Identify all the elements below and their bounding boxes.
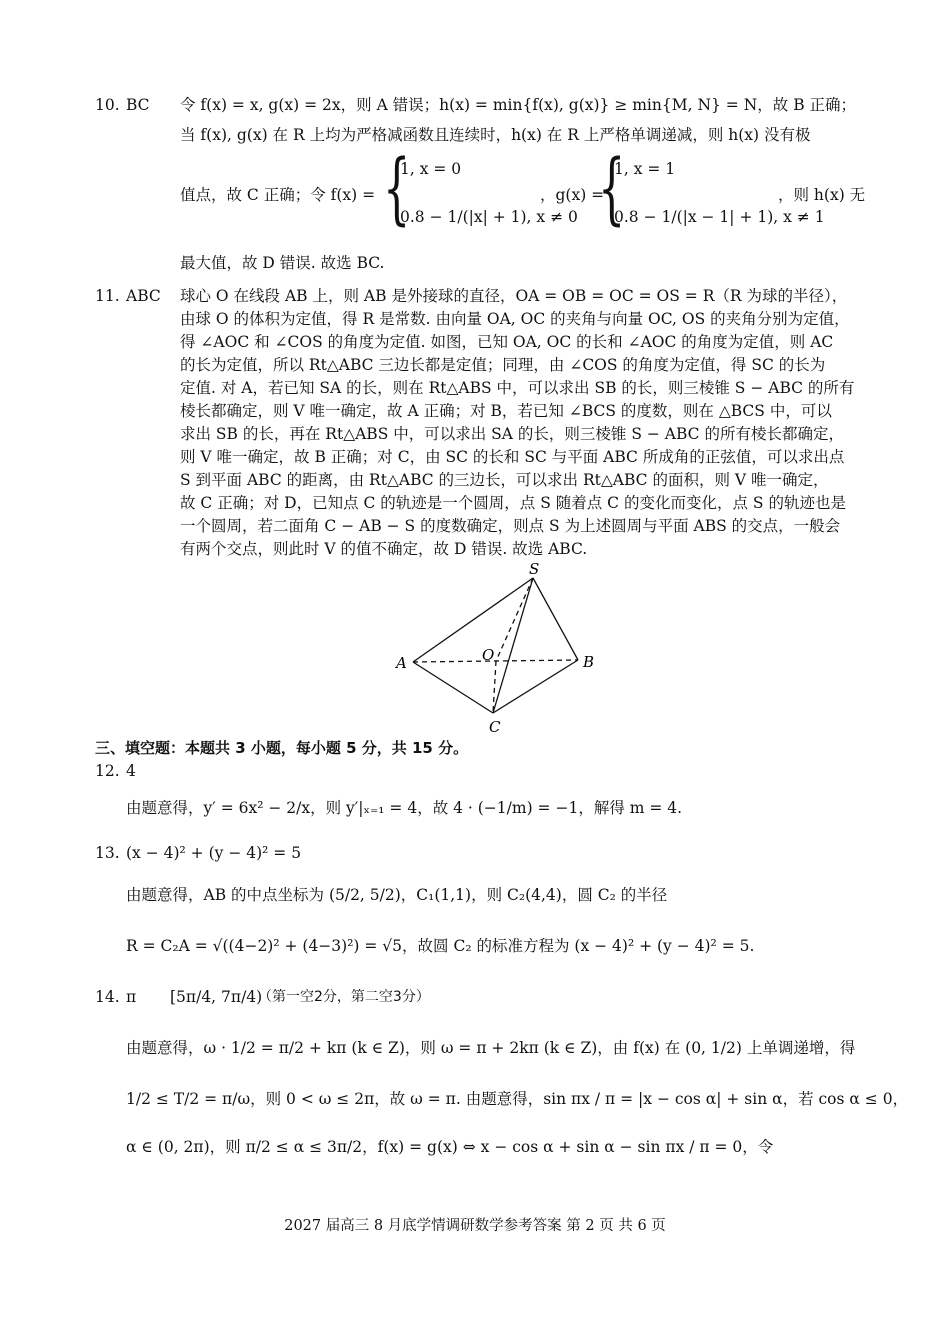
g-piecewise-brace: { <box>598 144 626 234</box>
q10-line-2: 当 f(x), g(x) 在 R 上均为严格减函数且连续时，h(x) 在 R 上严格单调递减，则 h(x) 没有极 <box>180 126 811 144</box>
q11-line: S 到平面 ABC 的距离，由 Rt△ABC 的三边长，可以求出 Rt△ABC 的面积，则 V 唯一确定， <box>180 471 829 489</box>
vertex-label-b: B <box>583 653 595 671</box>
q13-number: 13. <box>95 844 120 862</box>
q10-line-3-mid: ，g(x) = <box>540 186 605 204</box>
q14-number: 14. <box>95 988 120 1006</box>
q14-answer-1: π <box>126 988 137 1006</box>
q14-line-2: 1/2 ≤ T/2 = π/ω，则 0 < ω ≤ 2π，故 ω = π. 由题意得，sin πx / π = |x − cos α| + sin α，若 cos α ≤ 0， <box>126 1090 909 1108</box>
edge-sc <box>493 578 533 713</box>
vertex-label-s: S <box>529 560 540 578</box>
vertex-label-a: A <box>396 654 407 672</box>
q13-line-1: 由题意得，AB 的中点坐标为 (5/2, 5/2)，C₁(1,1)，则 C₂(4,4)，圆 C₂ 的半径 <box>126 886 668 904</box>
q11-line: 故 C 正确；对 D，已知点 C 的轨迹是一个圆周，点 S 随着点 C 的变化而变化，点 S 的轨迹也是 <box>180 494 846 512</box>
q11-line: 棱长都确定，则 V 唯一确定，故 A 正确；对 B，若已知 ∠BCS 的度数，则在 △BCS 中，可以 <box>180 402 832 420</box>
q14-line-3: α ∈ (0, 2π)，则 π/2 ≤ α ≤ 3π/2，f(x) = g(x) ⇔ x − cos α + sin α − sin πx / π = 0，令 <box>126 1138 774 1156</box>
q11-number: 11. <box>95 287 120 305</box>
f-piecewise-brace: { <box>383 144 411 234</box>
q11-line: 的长为定值，所以 Rt△ABC 三边长都是定值；同理，由 ∠COS 的角度为定值，得 SC 的长为 <box>180 356 826 374</box>
f-case-1: 1, x = 0 <box>400 160 462 178</box>
q12-line-1: 由题意得，y′ = 6x² − 2/x，则 y′|ₓ₌₁ = 4，故 4 · (−1/m) = −1，解得 m = 4. <box>126 799 683 817</box>
f-case-2: 0.8 − 1/(|x| + 1), x ≠ 0 <box>400 208 578 226</box>
q11-line: 有两个交点，则此时 V 的值不确定，故 D 错误. 故选 ABC. <box>180 540 588 558</box>
q10-answer: BC <box>126 96 150 114</box>
edge-sa <box>413 578 533 662</box>
q14-score-note: （第一空2分，第二空3分） <box>258 989 430 1005</box>
g-case-1: 1, x = 1 <box>614 160 676 178</box>
q11-line: 由球 O 的体积为定值，得 R 是常数. 由向量 OA, OC 的夹角与向量 OC, OS 的夹角分别为定值， <box>180 310 850 328</box>
q13-line-2: R = C₂A = √((4−2)² + (4−3)²) = √5，故圆 C₂ 的标准方程为 (x − 4)² + (y − 4)² = 5. <box>126 937 755 955</box>
q12-number: 12. <box>95 762 120 780</box>
q11-line: 则 V 唯一确定，故 B 正确；对 C，由 SC 的长和 SC 与平面 ABC 所成角的正弦值，可以求出点 <box>180 448 845 466</box>
q13-answer: (x − 4)² + (y − 4)² = 5 <box>126 844 302 862</box>
q11-line: 定值. 对 A，若已知 SA 的长，则在 Rt△ABS 中，可以求出 SB 的长，则三棱锥 S − ABC 的所有 <box>180 379 855 397</box>
edge-ac <box>413 662 493 713</box>
q10-line-3-post: ，则 h(x) 无 <box>778 186 866 204</box>
center-label-o: O <box>482 646 495 664</box>
q11-answer: ABC <box>126 287 161 305</box>
q12-answer: 4 <box>126 762 136 780</box>
edge-sb <box>533 578 578 660</box>
q10-line-1: 令 f(x) = x, g(x) = 2x，则 A 错误；h(x) = min{f(x), g(x)} ≥ min{M, N} = N，故 B 正确； <box>180 96 857 114</box>
q11-line: 球心 O 在线段 AB 上，则 AB 是外接球的直径，OA = OB = OC = OS = R（R 为球的半径）， <box>180 287 848 305</box>
section-heading: 三、填空题：本题共 3 小题，每小题 5 分，共 15 分。 <box>95 739 469 757</box>
q11-line: 求出 SB 的长，再在 Rt△ABS 中，可以求出 SA 的长，则三棱锥 S − ABC 的所有棱长都确定， <box>180 425 844 443</box>
q14-line-1: 由题意得，ω · 1/2 = π/2 + kπ (k ∈ Z)，则 ω = π + 2kπ (k ∈ Z)，由 f(x) 在 (0, 1/2) 上单调递增，得 <box>126 1039 856 1057</box>
g-case-2: 0.8 − 1/(|x − 1| + 1), x ≠ 1 <box>614 208 825 226</box>
q10-line-3-pre: 值点，故 C 正确；令 f(x) = <box>180 186 376 204</box>
q11-line: 得 ∠AOC 和 ∠COS 的角度为定值. 如图，已知 OA, OC 的长和 ∠AOC 的角度为定值，则 AC <box>180 333 834 351</box>
q14-answer-2: [5π/4, 7π/4) <box>170 988 263 1006</box>
q11-line: 一个圆周，若二面角 C − AB − S 的度数确定，则点 S 为上述圆周与平面 ABS 的交点，一般会 <box>180 517 841 535</box>
vertex-label-c: C <box>489 718 501 736</box>
page-footer: 2027 届高三 8 月底学情调研数学参考答案 第 2 页 共 6 页 <box>284 1218 666 1234</box>
q10-line-4: 最大值，故 D 错误. 故选 BC. <box>180 254 385 272</box>
q10-number: 10. <box>95 96 120 114</box>
